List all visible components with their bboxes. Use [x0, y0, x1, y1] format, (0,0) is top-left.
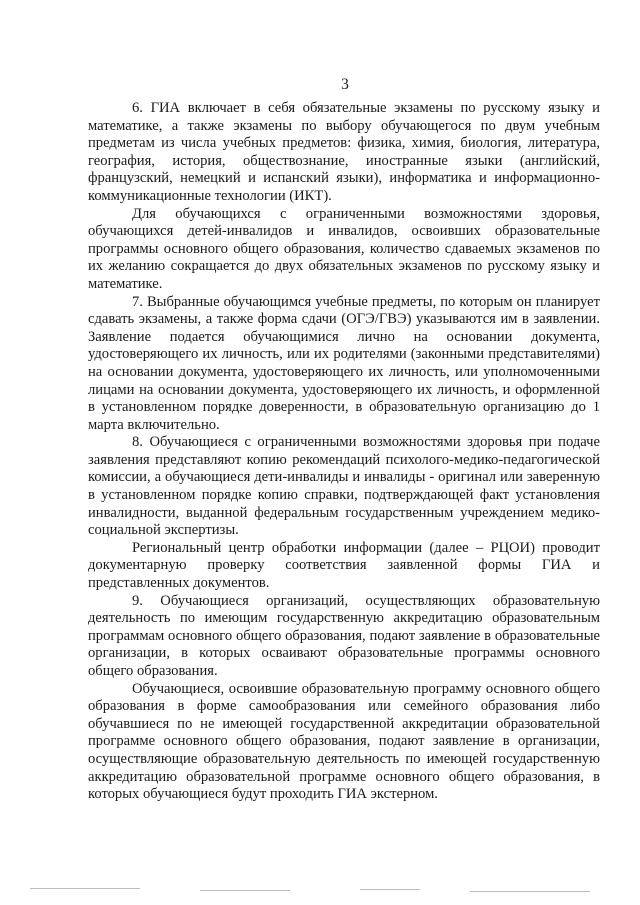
paragraph-item-9: 9. Обучающиеся организаций, осуществляющих образовательную деятельность по имеющим государственную аккредитацию образовательным программам основного общего образования, подают заявление в образовательные организации, в которых осваивают образовательные программы основного общего образования. — [88, 592, 600, 679]
paragraph-disabled-students: Для обучающихся с ограниченными возможностями здоровья, обучающихся детей-инвалидов и инвалидов, освоивших образовательные программы основного общего образования, количество сдаваемых экзаменов по их желанию сокращается до двух обязательных экзаменов по русскому языку и математике. — [88, 205, 600, 292]
paragraph-item-8: 8. Обучающиеся с ограниченными возможностями здоровья при подаче заявления представляют копию рекомендаций психолого-медико-педагогической комиссии, а обучающиеся дети-инвалиды и инвалиды - оригинал или заверенную в установленном порядке копию справки, подтверждающей факт установления инвалидности, выданной федеральным государственным учреждением медико-социальной экспертизы. — [88, 434, 600, 539]
page-number: 3 — [341, 76, 349, 93]
document-body — [88, 100, 600, 804]
scan-artifact-line — [360, 889, 420, 890]
paragraph-item-7: 7. Выбранные обучающимся учебные предметы, по которым он планирует сдавать экзамены, а также форма сдачи (ОГЭ/ГВЭ) указываются им в заявлении. Заявление подается обучающимися лично на основании документа, удостоверяющего их личность, или их родителями (законными представителями) на основании документа, удостоверяющего их личность, или уполномоченными лицами на основании документа, удостоверяющего их личность, и оформленной в установленном порядке доверенности, в образовательную организацию до 1 марта включительно. — [88, 293, 600, 433]
paragraph-rcoi: Региональный центр обработки информации (далее – РЦОИ) проводит документарную проверку соответствия заявленной формы ГИА и представленных документов. — [88, 539, 600, 592]
paragraph-item-6: 6. ГИА включает в себя обязательные экзамены по русскому языку и математике, а также экзамены по выбору обучающегося по двум учебным предметам из числа учебных предметов: физика, химия, биология, литература, география, история, обществознание, иностранные языки (английский, французский, немецкий и испанский языки), информатика и информационно-коммуникационные технологии (ИКТ). — [88, 100, 600, 204]
scan-artifact-line — [30, 888, 140, 889]
scan-artifact-line — [200, 890, 290, 891]
scan-artifact-line — [470, 891, 590, 892]
paragraph-external-students: Обучающиеся, освоившие образовательную программу основного общего образования в форме самообразования или семейного образования либо обучавшиеся по не имеющей государственной аккредитации образовательной программе основного общего образования, подают заявление в организации, осуществляющие образовательную деятельность по имеющей государственную аккредитацию образовательной программе основного общего образования, в которых обучающиеся будут проходить ГИА экстерном. — [88, 680, 600, 803]
